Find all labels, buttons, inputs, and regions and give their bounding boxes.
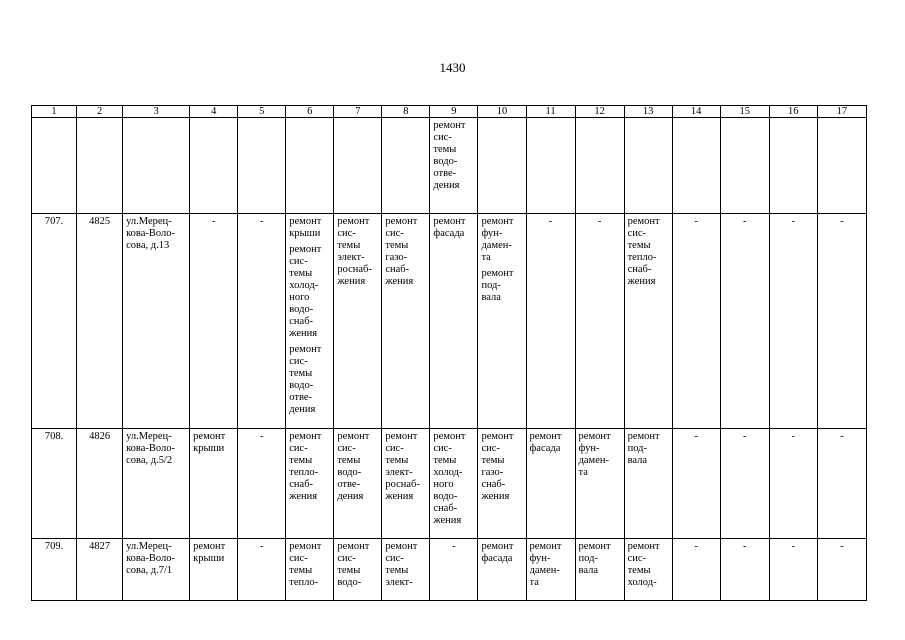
table-cell (334, 539, 382, 601)
cell-entry (126, 541, 186, 577)
table-cell (526, 118, 575, 214)
cell-text-line: ул.Мерец- (126, 541, 172, 552)
table-cell (478, 118, 526, 214)
cell-text-line: фасада (481, 553, 513, 564)
table-cell: - (720, 429, 769, 539)
cell-text-line: ремонт (481, 268, 514, 279)
cell-text-line: под- (627, 443, 647, 454)
table-cell (430, 539, 478, 601)
table-cell: - (817, 429, 866, 539)
clipped-cell-content (337, 541, 378, 596)
table-cell: - (672, 429, 720, 539)
table-cell: - (575, 214, 624, 429)
cell-text-line: сис- (289, 443, 308, 454)
cell-entry (628, 541, 669, 589)
table-cell (334, 214, 382, 429)
cell-text-line: ремонт (578, 541, 611, 552)
clipped-cell-content: - (742, 541, 747, 552)
table-cell (575, 539, 624, 601)
table-cell (720, 539, 769, 601)
table-cell (238, 118, 286, 214)
cell-text-line: дения (289, 404, 316, 415)
cell-entry (481, 541, 522, 565)
cell-text-line: жения (385, 276, 414, 287)
cell-text-line: отве- (433, 168, 457, 179)
table-cell (575, 118, 624, 214)
cell-text-line: жения (433, 515, 462, 526)
cell-text-line: ремонт (337, 541, 370, 552)
cell-text-line: темы (289, 455, 313, 466)
cell-text-line: ремонт (289, 216, 322, 227)
cell-entry (579, 541, 621, 577)
cell-text-line: сис- (337, 228, 356, 239)
table-cell: 707. (32, 214, 77, 429)
cell-text-line: ного (433, 479, 454, 490)
cell-text-line: ремонт (481, 216, 514, 227)
cell-text-line: снаб- (627, 264, 652, 275)
cell-entry (289, 541, 330, 589)
cell-text-line: вала (627, 455, 648, 466)
cell-entry (385, 541, 426, 589)
table-cell (526, 539, 575, 601)
cell-text-line: роснаб- (337, 264, 372, 275)
cell-text-line: дения (337, 491, 364, 502)
cell-text-line: водо- (433, 156, 458, 167)
cell-text-line: фун- (529, 553, 551, 564)
table-row (32, 539, 867, 601)
table-cell (334, 429, 382, 539)
table-cell: - (672, 214, 720, 429)
cell-text-line: фун- (578, 443, 600, 454)
cell-text-line: фун- (481, 228, 503, 239)
cell-text-line: ремонт (385, 216, 418, 227)
table-cell (382, 429, 430, 539)
cell-text-line: фасада (529, 443, 561, 454)
column-header-5: 5 (238, 106, 286, 118)
table-cell (382, 539, 430, 601)
cell-text-line: дамен- (481, 240, 512, 251)
table-cell (430, 118, 478, 214)
page-number: 1430 (439, 60, 466, 75)
cell-text-line: ремонт (385, 431, 418, 442)
cell-text-line: ремонт (289, 541, 322, 552)
cell-entry (289, 431, 330, 503)
table-cell (238, 539, 286, 601)
cell-entry (433, 120, 474, 192)
cell-entry (628, 431, 669, 467)
column-header-15: 15 (720, 106, 769, 118)
column-header-12: 12 (575, 106, 624, 118)
cell-text-line: под- (578, 553, 598, 564)
clipped-cell-content (193, 541, 234, 596)
column-number-row (32, 106, 867, 118)
cell-entry (481, 431, 522, 503)
cell-text-line: ремонт (578, 431, 611, 442)
table-cell (672, 118, 720, 214)
cell-text-line: кова-Воло- (126, 228, 175, 239)
cell-text-line: темы (337, 565, 361, 576)
table-cell (286, 429, 334, 539)
cell-text-line: дения (433, 180, 460, 191)
table-cell (478, 214, 526, 429)
cell-text-line: сис- (627, 228, 647, 239)
cell-text-line: крыши (193, 443, 225, 454)
clipped-cell-content: - (452, 541, 456, 552)
column-header-6: 6 (286, 106, 334, 118)
cell-text-line: крыши (193, 553, 225, 564)
table-cell (286, 539, 334, 601)
table-cell (817, 539, 866, 601)
cell-text-line: ремонт (193, 541, 226, 552)
clipped-cell-content (481, 541, 522, 596)
table-cell (624, 539, 672, 601)
cell-text-line: сис- (385, 228, 404, 239)
cell-text-line: темы (337, 455, 361, 466)
table-cell (77, 539, 123, 601)
table-cell (817, 118, 866, 214)
cell-entry (433, 216, 474, 240)
cell-text-line: темы (433, 455, 457, 466)
cell-text-line: под- (481, 280, 501, 291)
cell-entry (337, 216, 378, 288)
cell-entry (481, 216, 522, 264)
cell-text-line: ремонт (481, 541, 514, 552)
cell-text-line: ул.Мерец- (126, 431, 172, 442)
cell-text-line: жения (385, 491, 414, 502)
clipped-cell-content (628, 541, 669, 596)
cell-text-line: водо- (337, 577, 362, 588)
column-header-16: 16 (769, 106, 817, 118)
cell-text-line: ремонт (627, 216, 660, 227)
cell-text-line: темы (289, 565, 313, 576)
cell-text-line: ремонт (289, 244, 322, 255)
cell-entry (126, 216, 186, 252)
cell-text-line: водо- (433, 491, 458, 502)
cell-text-line: холод- (433, 467, 463, 478)
cell-text-line: фасада (433, 228, 465, 239)
table-cell (382, 118, 430, 214)
cell-entry (530, 431, 572, 455)
cell-text-line: ремонт (385, 541, 418, 552)
table-cell (32, 539, 77, 601)
cell-text-line: вала (578, 565, 599, 576)
cell-text-line: тепло- (289, 467, 319, 478)
clipped-cell-content: 4827 (89, 541, 111, 552)
cell-text-line: темы (385, 455, 409, 466)
cell-text-line: ремонт (481, 431, 514, 442)
table-cell: - (769, 214, 817, 429)
table-cell (123, 429, 190, 539)
column-header-2: 2 (77, 106, 123, 118)
cell-text-line: дамен- (578, 455, 609, 466)
table-cell (672, 539, 720, 601)
table-cell (624, 429, 672, 539)
cell-text-line: элект- (385, 577, 413, 588)
clipped-cell-content: - (259, 541, 264, 552)
cell-text-line: сис- (337, 443, 356, 454)
cell-text-line: сис- (289, 356, 308, 367)
cell-text-line: крыши (289, 228, 321, 239)
cell-text-line: сис- (433, 443, 452, 454)
table-cell (77, 118, 123, 214)
cell-text-line: снаб- (385, 264, 410, 275)
cell-text-line: сис- (289, 553, 308, 564)
cell-entry (433, 431, 474, 527)
cell-entry (628, 216, 669, 288)
cell-entry (385, 216, 426, 288)
table-cell (769, 539, 817, 601)
cell-entry (289, 344, 330, 416)
cell-entry (481, 268, 522, 304)
cell-text-line: та (578, 467, 588, 478)
cell-text-line: темы (627, 565, 651, 576)
cell-text-line: сис- (337, 553, 356, 564)
cell-text-line: ремонт (289, 344, 322, 355)
table-cell (624, 214, 672, 429)
table-cell: - (238, 429, 286, 539)
table-cell: 708. (32, 429, 77, 539)
cell-text-line: отве- (289, 392, 313, 403)
cell-text-line: ремонт (529, 541, 562, 552)
cell-text-line: ремонт (627, 541, 660, 552)
table-cell (190, 429, 238, 539)
table-cell (123, 539, 190, 601)
cell-text-line: темы (385, 240, 409, 251)
cell-text-line: элект- (385, 467, 413, 478)
column-header-13: 13 (624, 106, 672, 118)
table-cell: - (817, 214, 866, 429)
cell-text-line: сис- (627, 553, 647, 564)
column-header-8: 8 (382, 106, 430, 118)
table-cell (123, 118, 190, 214)
clipped-cell-content (126, 541, 186, 596)
cell-text-line: сис- (289, 256, 308, 267)
clipped-cell-content: - (840, 541, 844, 552)
clipped-cell-content (289, 541, 330, 596)
table-cell (478, 539, 526, 601)
cell-entry (579, 431, 621, 479)
cell-text-line: элект- (337, 252, 365, 263)
cell-text-line: ремонт (433, 216, 466, 227)
table-cell (575, 429, 624, 539)
cell-text-line: газо- (481, 467, 504, 478)
cell-text-line: сис- (385, 443, 404, 454)
cell-text-line: ремонт (433, 431, 466, 442)
cell-text-line: ремонт (529, 431, 562, 442)
cell-text-line: та (481, 252, 491, 263)
table-cell (526, 429, 575, 539)
column-header-14: 14 (672, 106, 720, 118)
cell-entry (337, 541, 378, 589)
table-cell (334, 118, 382, 214)
table-cell: - (190, 214, 238, 429)
cell-text-line: ного (289, 292, 310, 303)
cell-entry (385, 431, 426, 503)
cell-text-line: газо- (385, 252, 408, 263)
table-cell (382, 214, 430, 429)
cell-text-line: ремонт (337, 216, 370, 227)
cell-text-line: сова, д.7/1 (126, 565, 173, 576)
cell-text-line: ремонт (289, 431, 322, 442)
cell-text-line: ремонт (433, 120, 466, 131)
table-row (32, 214, 867, 429)
table-cell (624, 118, 672, 214)
cell-text-line: темы (481, 455, 505, 466)
cell-text-line: жения (337, 276, 366, 287)
cell-text-line: снаб- (289, 479, 314, 490)
cell-text-line: ремонт (627, 431, 660, 442)
cell-entry (289, 244, 330, 340)
column-header-9: 9 (430, 106, 478, 118)
cell-text-line: сова, д.13 (126, 240, 170, 251)
cell-text-line: та (529, 577, 539, 588)
column-header-1: 1 (32, 106, 77, 118)
column-header-7: 7 (334, 106, 382, 118)
cell-text-line: отве- (337, 479, 361, 490)
cell-entry (530, 541, 572, 589)
table-row (32, 118, 867, 214)
cell-entry (193, 541, 234, 565)
cell-text-line: водо- (289, 304, 314, 315)
clipped-cell-content: 709. (44, 541, 64, 552)
cell-text-line: кова-Воло- (126, 443, 175, 454)
clipped-cell-content: - (791, 541, 795, 552)
cell-text-line: жения (627, 276, 656, 287)
cell-text-line: жения (289, 491, 318, 502)
cell-text-line: дамен- (529, 565, 560, 576)
cell-text-line: снаб- (433, 503, 458, 514)
table-cell (478, 429, 526, 539)
column-header-11: 11 (526, 106, 575, 118)
cell-text-line: роснаб- (385, 479, 420, 490)
cell-text-line: снаб- (289, 316, 314, 327)
column-header-10: 10 (478, 106, 526, 118)
cell-text-line: жения (481, 491, 510, 502)
cell-text-line: вала (481, 292, 501, 303)
table-row (32, 429, 867, 539)
cell-text-line: жения (289, 328, 318, 339)
repair-schedule-table (31, 105, 867, 601)
table-cell (769, 118, 817, 214)
cell-text-line: сова, д.5/2 (126, 455, 173, 466)
cell-text-line: темы (289, 368, 313, 379)
table-cell: 4826 (77, 429, 123, 539)
clipped-cell-content: - (694, 541, 698, 552)
table-cell (123, 214, 190, 429)
table-cell (32, 118, 77, 214)
cell-text-line: темы (433, 144, 457, 155)
clipped-cell-content (385, 541, 426, 596)
cell-entry (289, 216, 330, 240)
table-cell (430, 214, 478, 429)
cell-text-line: сис- (385, 553, 404, 564)
table-cell (190, 539, 238, 601)
cell-text-line: тепло- (289, 577, 319, 588)
table-cell (286, 214, 334, 429)
column-header-17: 17 (817, 106, 866, 118)
table-cell: - (769, 429, 817, 539)
cell-text-line: тепло- (627, 252, 657, 263)
cell-text-line: сис- (433, 132, 452, 143)
clipped-cell-content (579, 541, 621, 596)
cell-text-line: ремонт (337, 431, 370, 442)
table-cell: - (720, 214, 769, 429)
cell-text-line: сис- (481, 443, 500, 454)
cell-text-line: ремонт (193, 431, 226, 442)
cell-text-line: темы (385, 565, 409, 576)
cell-entry (337, 431, 378, 503)
column-header-4: 4 (190, 106, 238, 118)
cell-text-line: темы (627, 240, 651, 251)
table-cell: 4825 (77, 214, 123, 429)
cell-text-line: холод- (627, 577, 657, 588)
table-cell (430, 429, 478, 539)
cell-text-line: водо- (289, 380, 314, 391)
column-header-3: 3 (123, 106, 190, 118)
cell-text-line: темы (289, 268, 313, 279)
table-cell: - (238, 214, 286, 429)
cell-text-line: водо- (337, 467, 362, 478)
table-cell: - (526, 214, 575, 429)
table-cell (286, 118, 334, 214)
cell-text-line: кова-Воло- (126, 553, 175, 564)
table-cell (720, 118, 769, 214)
cell-text-line: снаб- (481, 479, 506, 490)
clipped-cell-content (530, 541, 572, 596)
cell-text-line: ул.Мерец- (126, 216, 172, 227)
cell-entry (126, 431, 186, 467)
cell-entry (193, 431, 234, 455)
cell-text-line: холод- (289, 280, 319, 291)
cell-text-line: темы (337, 240, 361, 251)
table-cell (190, 118, 238, 214)
